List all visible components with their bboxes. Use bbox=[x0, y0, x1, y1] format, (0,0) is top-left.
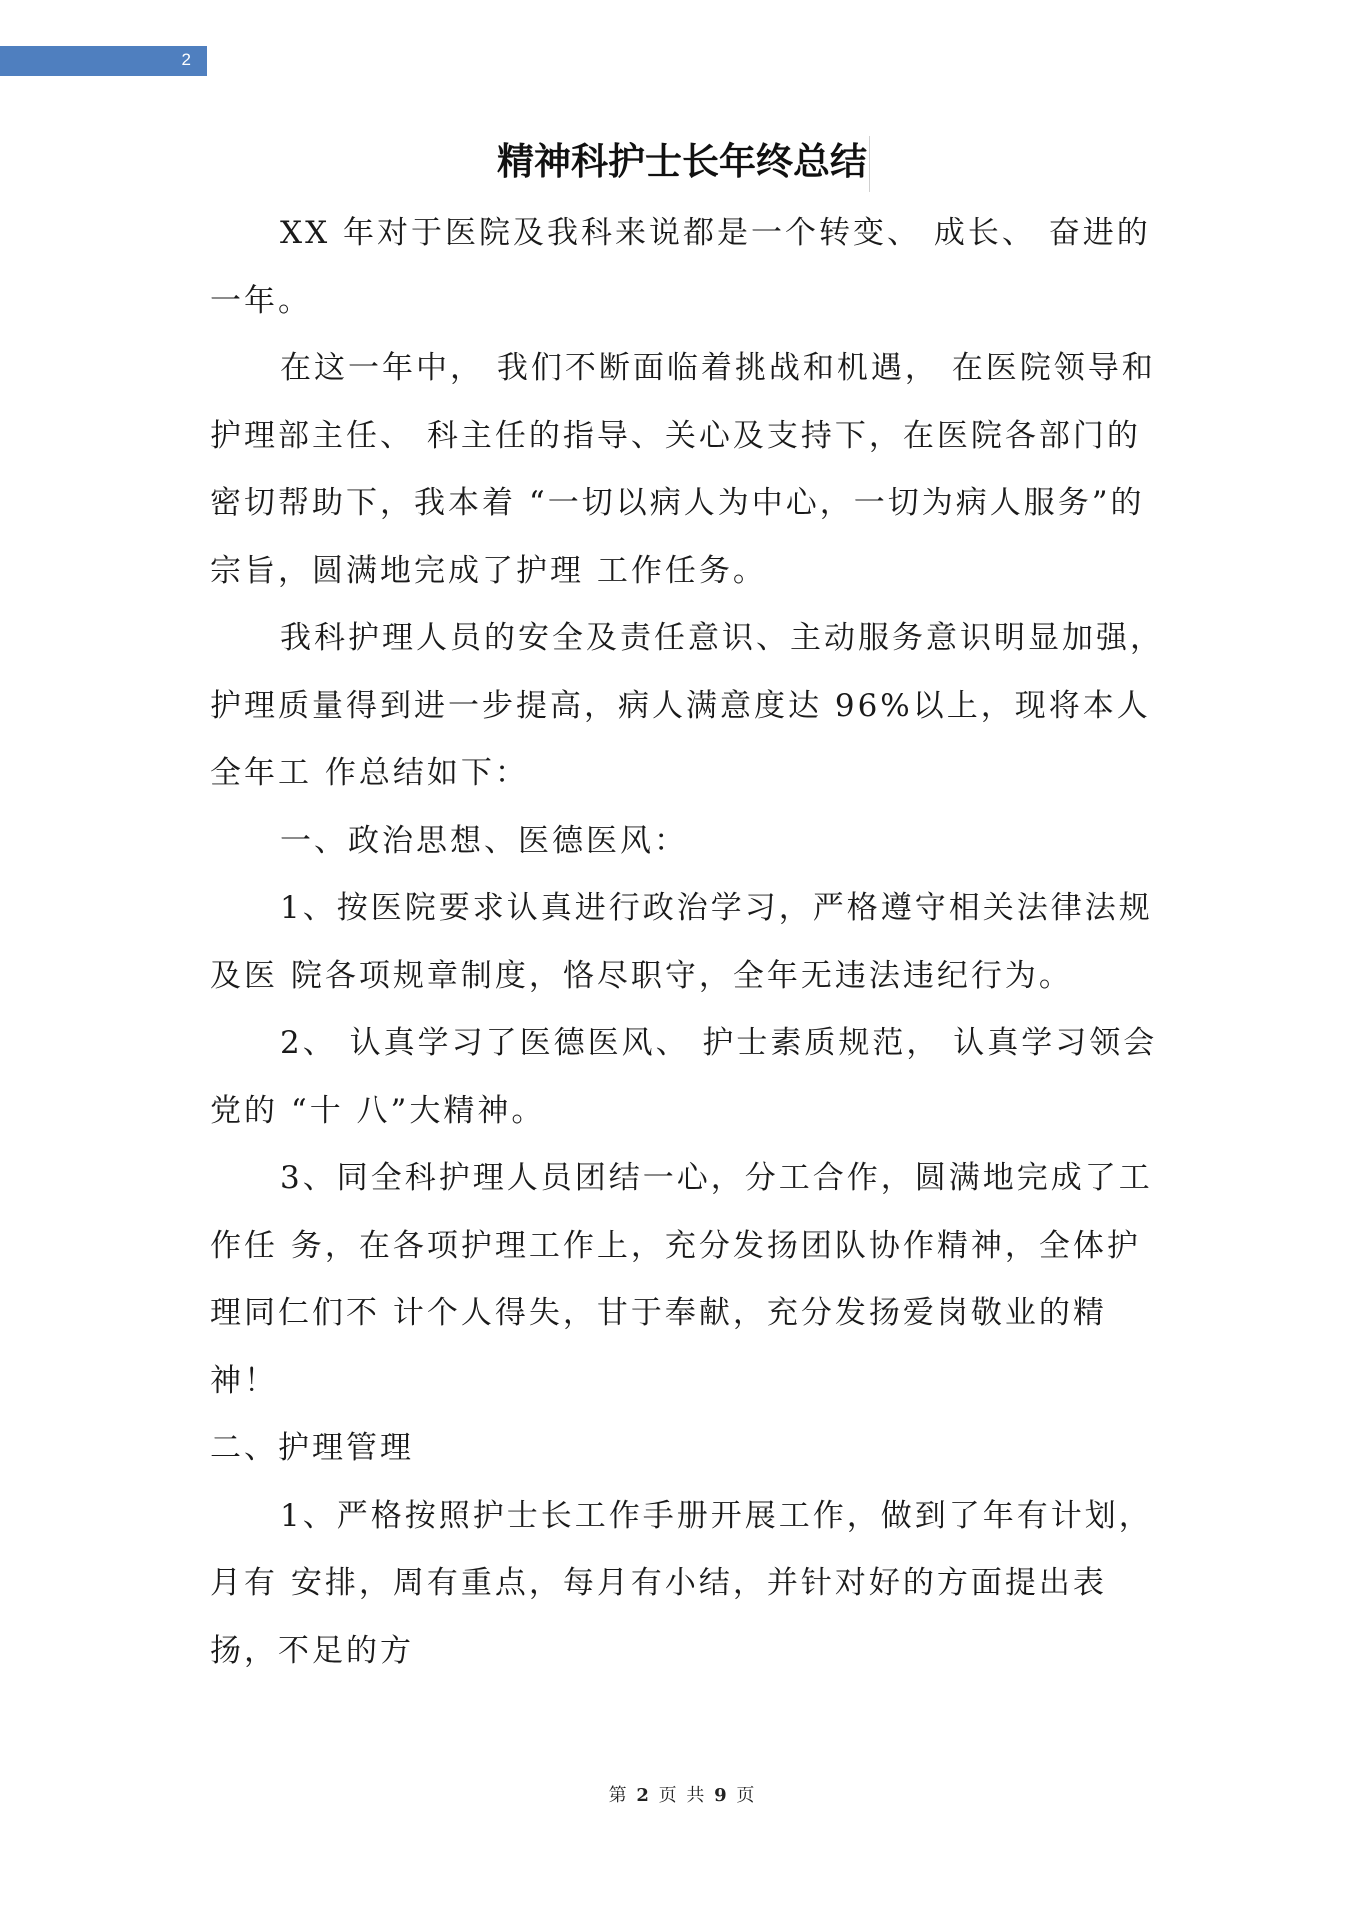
footer-suffix: 页 bbox=[736, 1785, 757, 1806]
footer-total-pages: 9 bbox=[714, 1785, 729, 1806]
title-container bbox=[0, 136, 1365, 192]
document-body bbox=[210, 200, 1170, 1685]
page-footer bbox=[0, 1781, 1365, 1807]
footer-page-number: 2 bbox=[636, 1785, 651, 1806]
page-number-tab bbox=[0, 46, 207, 76]
paragraph-6: 3、同全科护理人员团结一心，分工合作，圆满地完成了工作任 务，在各项护理工作上，充分发扬团队协作精神，全体护理同仁们不 计个人得失，甘于奉献，充分发扬爱岗敬业的精神！ bbox=[210, 1160, 1153, 1399]
paragraph-1: XX 年对于医院及我科来说都是一个转变、 成长、 奋进的一年。 bbox=[210, 215, 1151, 319]
footer-middle: 页 共 bbox=[658, 1785, 707, 1806]
document-title: 精神科护士长年终总结 bbox=[495, 136, 870, 192]
footer-prefix: 第 bbox=[608, 1785, 629, 1806]
section-heading-1: 一、政治思想、医德医风： bbox=[280, 822, 688, 859]
paragraph-5: 2、 认真学习了医德医风、 护士素质规范， 认真学习领会党的 “十 八”大精神。 bbox=[210, 1025, 1158, 1129]
paragraph-2: 在这一年中， 我们不断面临着挑战和机遇， 在医院领导和护理部主任、 科主任的指导、关心及支持下，在医院各部门的密切帮助下，我本着 “一切以病人为中心，一切为病人服务”的宗旨，圆满地完成了护理 工作任务。 bbox=[210, 350, 1156, 589]
paragraph-7: 1、严格按照护士长工作手册开展工作，做到了年有计划，月有 安排，周有重点，每月有小结，并针对好的方面提出表扬，不足的方 bbox=[210, 1497, 1153, 1669]
paragraph-3: 我科护理人员的安全及责任意识、主动服务意识明显加强，护理质量得到进一步提高，病人满意度达 96%以上，现将本人全年工 作总结如下： bbox=[210, 620, 1164, 791]
section-heading-2: 二、护理管理 bbox=[210, 1430, 414, 1466]
paragraph-4: 1、按医院要求认真进行政治学习，严格遵守相关法律法规及医 院各项规章制度，恪尽职守，全年无违法违纪行为。 bbox=[210, 890, 1153, 994]
page-number-tab-label: 2 bbox=[181, 50, 191, 69]
